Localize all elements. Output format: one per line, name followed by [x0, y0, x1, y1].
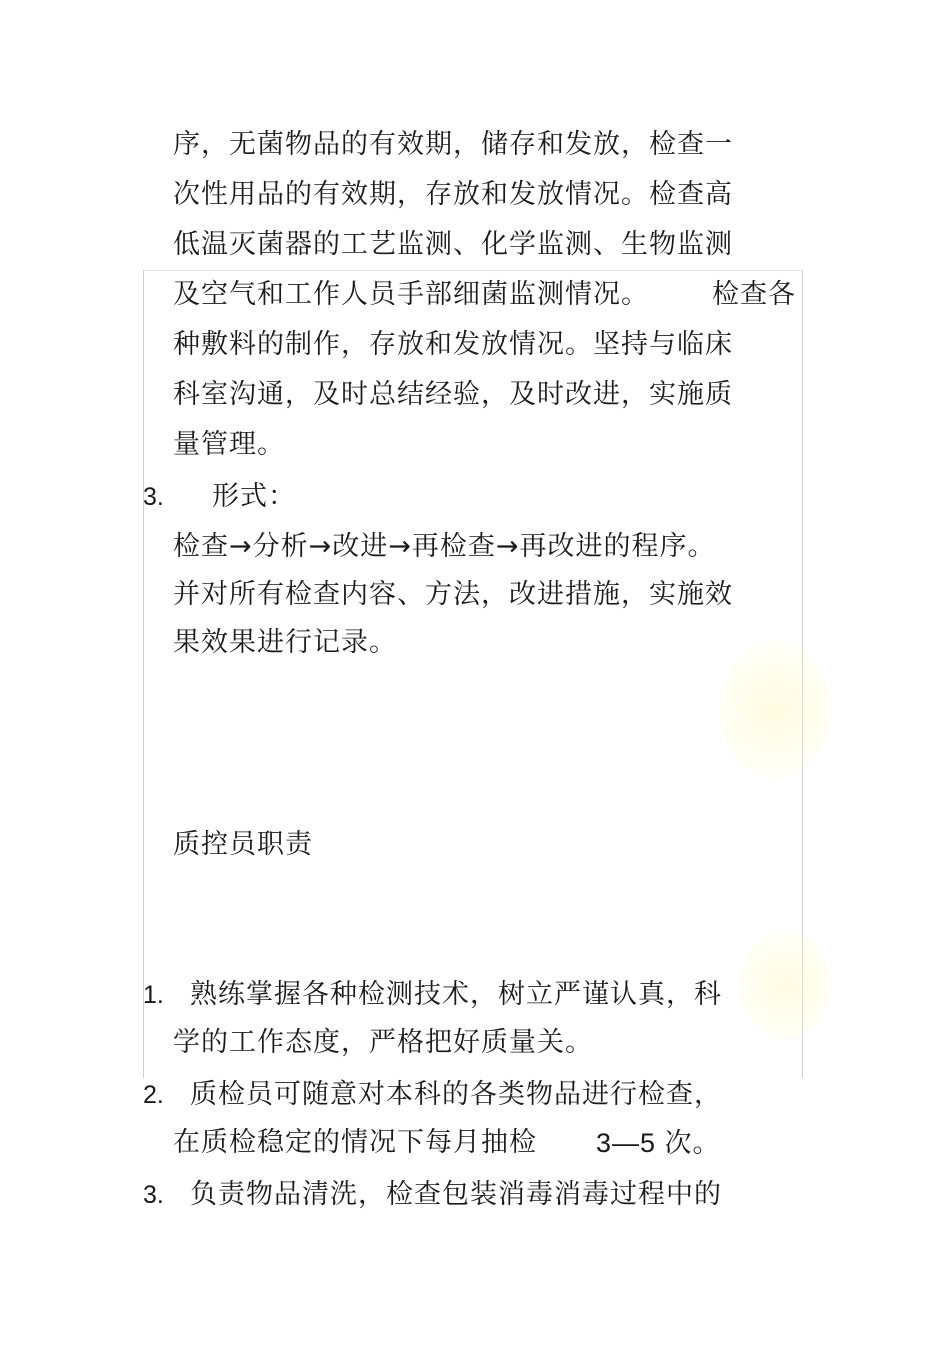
list-item-text: 熟练掌握各种检测技术，树立严谨认真，科	[190, 979, 722, 1010]
text-line: 检查各	[712, 279, 796, 310]
text-line: 并对所有检查内容、方法，改进措施，实施效	[173, 579, 733, 610]
text-line: 序，无菌物品的有效期，储存和发放，检查一	[173, 129, 733, 160]
text-line: 种敷料的制作，存放和发放情况。坚持与临床	[173, 329, 733, 360]
text-line: 量管理。	[173, 429, 285, 460]
text-line: 及空气和工作人员手部细菌监测情况。	[173, 279, 649, 310]
text-line: 果效果进行记录。	[173, 627, 397, 658]
page-heading: 质控员职责	[173, 829, 313, 860]
list-item-text: 在质检稳定的情况下每月抽检	[173, 1127, 537, 1158]
list-number: 2.	[143, 1081, 164, 1109]
list-number: 1.	[143, 981, 164, 1009]
list-number: 3.	[143, 483, 164, 511]
text-line: 次性用品的有效期，存放和发放情况。检查高	[173, 179, 733, 210]
list-item-text: 3—5 次。	[596, 1128, 721, 1158]
list-number: 3.	[143, 1181, 164, 1209]
text-line: 检查→分析→改进→再检查→再改进的程序。	[173, 531, 716, 562]
list-item-text: 负责物品清洗，检查包装消毒消毒过程中的	[190, 1179, 722, 1210]
list-item-text: 学的工作态度，严格把好质量关。	[173, 1027, 593, 1058]
watermark-glow	[720, 640, 830, 780]
section-title: 形式：	[212, 481, 296, 512]
text-line: 低温灭菌器的工艺监测、化学监测、生物监测	[173, 229, 733, 260]
list-item-text: 质检员可随意对本科的各类物品进行检查，	[190, 1079, 722, 1110]
watermark-glow	[740, 930, 830, 1040]
text-line: 科室沟通，及时总结经验，及时改进，实施质	[173, 379, 733, 410]
